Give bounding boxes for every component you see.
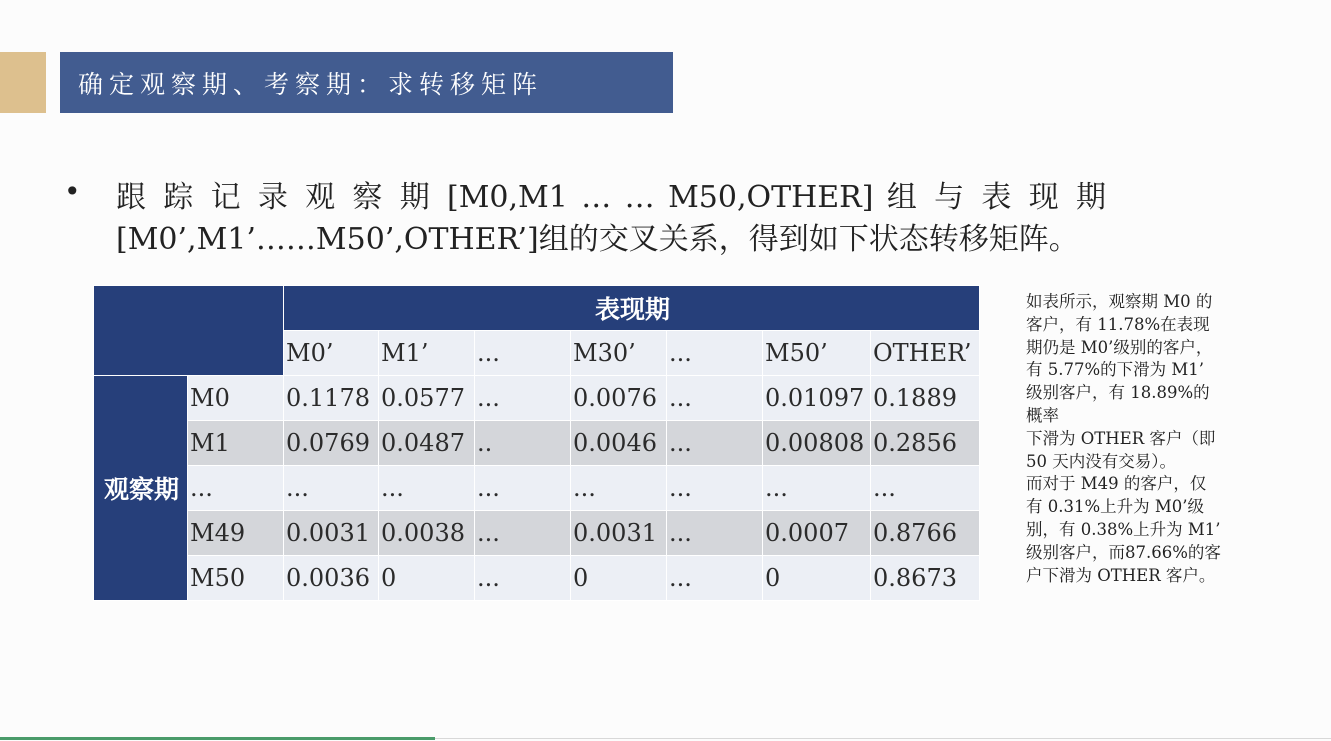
- note-line: 级别客户，而87.66%的客: [1026, 542, 1221, 562]
- table-cell: ...: [475, 511, 571, 556]
- table-cell: 0.0487: [379, 421, 475, 466]
- table-cell: ...: [667, 421, 763, 466]
- note-line: 有 0.31%上升为 M0’级: [1026, 497, 1205, 517]
- row-header-cell: M50: [188, 556, 284, 601]
- table-cell: ...: [667, 376, 763, 421]
- note-line: 户下滑为 OTHER 客户。: [1026, 565, 1216, 585]
- table-cell: ...: [871, 466, 980, 511]
- slide-title: 确定观察期、考察期：求转移矩阵: [78, 69, 544, 99]
- table-cell: 0.0007: [763, 511, 871, 556]
- column-header-cell: M30’: [571, 331, 667, 376]
- table-cell: ...: [379, 466, 475, 511]
- table-row: [94, 466, 980, 511]
- table-cell: ...: [284, 466, 379, 511]
- table-header-row-top: [94, 286, 980, 331]
- table-row: [94, 421, 980, 466]
- row-header-cell: M49: [188, 511, 284, 556]
- transition-matrix-table: [93, 285, 980, 601]
- title-accent-block: [0, 52, 46, 113]
- note-line: 50 天内没有交易）。: [1026, 451, 1176, 471]
- table-cell: 0: [763, 556, 871, 601]
- table-cell: 0.0038: [379, 511, 475, 556]
- note-line: 别，有 0.38%上升为 M1’: [1026, 519, 1221, 539]
- table-cell: 0.0046: [571, 421, 667, 466]
- table-corner-cell: [94, 286, 284, 376]
- note-line: 有 5.77%的下滑为 M1’: [1026, 360, 1205, 380]
- row-group-header: 观察期: [94, 376, 188, 601]
- table-cell: ...: [667, 466, 763, 511]
- note-line: 而对于 M49 的客户，仅: [1026, 474, 1207, 494]
- column-header-cell: ...: [667, 331, 763, 376]
- column-group-header: 表现期: [284, 286, 980, 331]
- table-cell: ..: [475, 421, 571, 466]
- table-cell: 0.1889: [871, 376, 980, 421]
- table-cell: 0.0031: [571, 511, 667, 556]
- note-line: 级别客户，有 18.89%的: [1026, 383, 1210, 403]
- bottom-divider: [435, 738, 1331, 739]
- note-line: 如表所示，观察期 M0 的: [1026, 292, 1213, 311]
- table-cell: ...: [475, 556, 571, 601]
- note-line: 概率: [1026, 405, 1059, 425]
- table-row: [94, 376, 980, 421]
- table-cell: 0.01097: [763, 376, 871, 421]
- note-line: 期仍是 M0’级别的客户，: [1026, 337, 1213, 357]
- column-header-cell: ...: [475, 331, 571, 376]
- table-cell: 0: [379, 556, 475, 601]
- table-cell: 0.8766: [871, 511, 980, 556]
- table-row: [94, 511, 980, 556]
- table-cell: 0.1178: [284, 376, 379, 421]
- column-header-cell: OTHER’: [871, 331, 980, 376]
- column-header-cell: M50’: [763, 331, 871, 376]
- row-header-cell: M1: [188, 421, 284, 466]
- title-bar: [60, 52, 673, 113]
- table-cell: 0.8673: [871, 556, 980, 601]
- bullet-dot: •: [64, 175, 81, 208]
- table-cell: 0.00808: [763, 421, 871, 466]
- table-cell: 0.0769: [284, 421, 379, 466]
- table-cell: ...: [571, 466, 667, 511]
- table-cell: ...: [475, 376, 571, 421]
- table-cell: 0.0076: [571, 376, 667, 421]
- side-note: [1026, 291, 1246, 587]
- row-header-cell: ...: [188, 466, 284, 511]
- row-header-cell: M0: [188, 376, 284, 421]
- column-header-cell: M1’: [379, 331, 475, 376]
- note-line: 下滑为 OTHER 客户（即: [1026, 428, 1216, 448]
- bullet-text-line-1: 跟 踪 记 录 观 察 期 [M0,M1 … … M50,OTHER] 组 与 表 现 期: [116, 180, 1106, 215]
- table-cell: 0: [571, 556, 667, 601]
- table-cell: ...: [763, 466, 871, 511]
- table-cell: ...: [667, 511, 763, 556]
- column-header-cell: M0’: [284, 331, 379, 376]
- table-cell: 0.0031: [284, 511, 379, 556]
- table-row: [94, 556, 980, 601]
- table-cell: 0.0036: [284, 556, 379, 601]
- table-cell: 0.2856: [871, 421, 980, 466]
- table-cell: 0.0577: [379, 376, 475, 421]
- table-cell: ...: [667, 556, 763, 601]
- bullet-text-line-2: [M0’,M1’……M50’,OTHER’]组的交叉关系，得到如下状态转移矩阵。: [116, 222, 1079, 257]
- note-line: 客户，有 11.78%在表现: [1026, 314, 1210, 334]
- progress-line: [0, 737, 435, 740]
- table-cell: ...: [475, 466, 571, 511]
